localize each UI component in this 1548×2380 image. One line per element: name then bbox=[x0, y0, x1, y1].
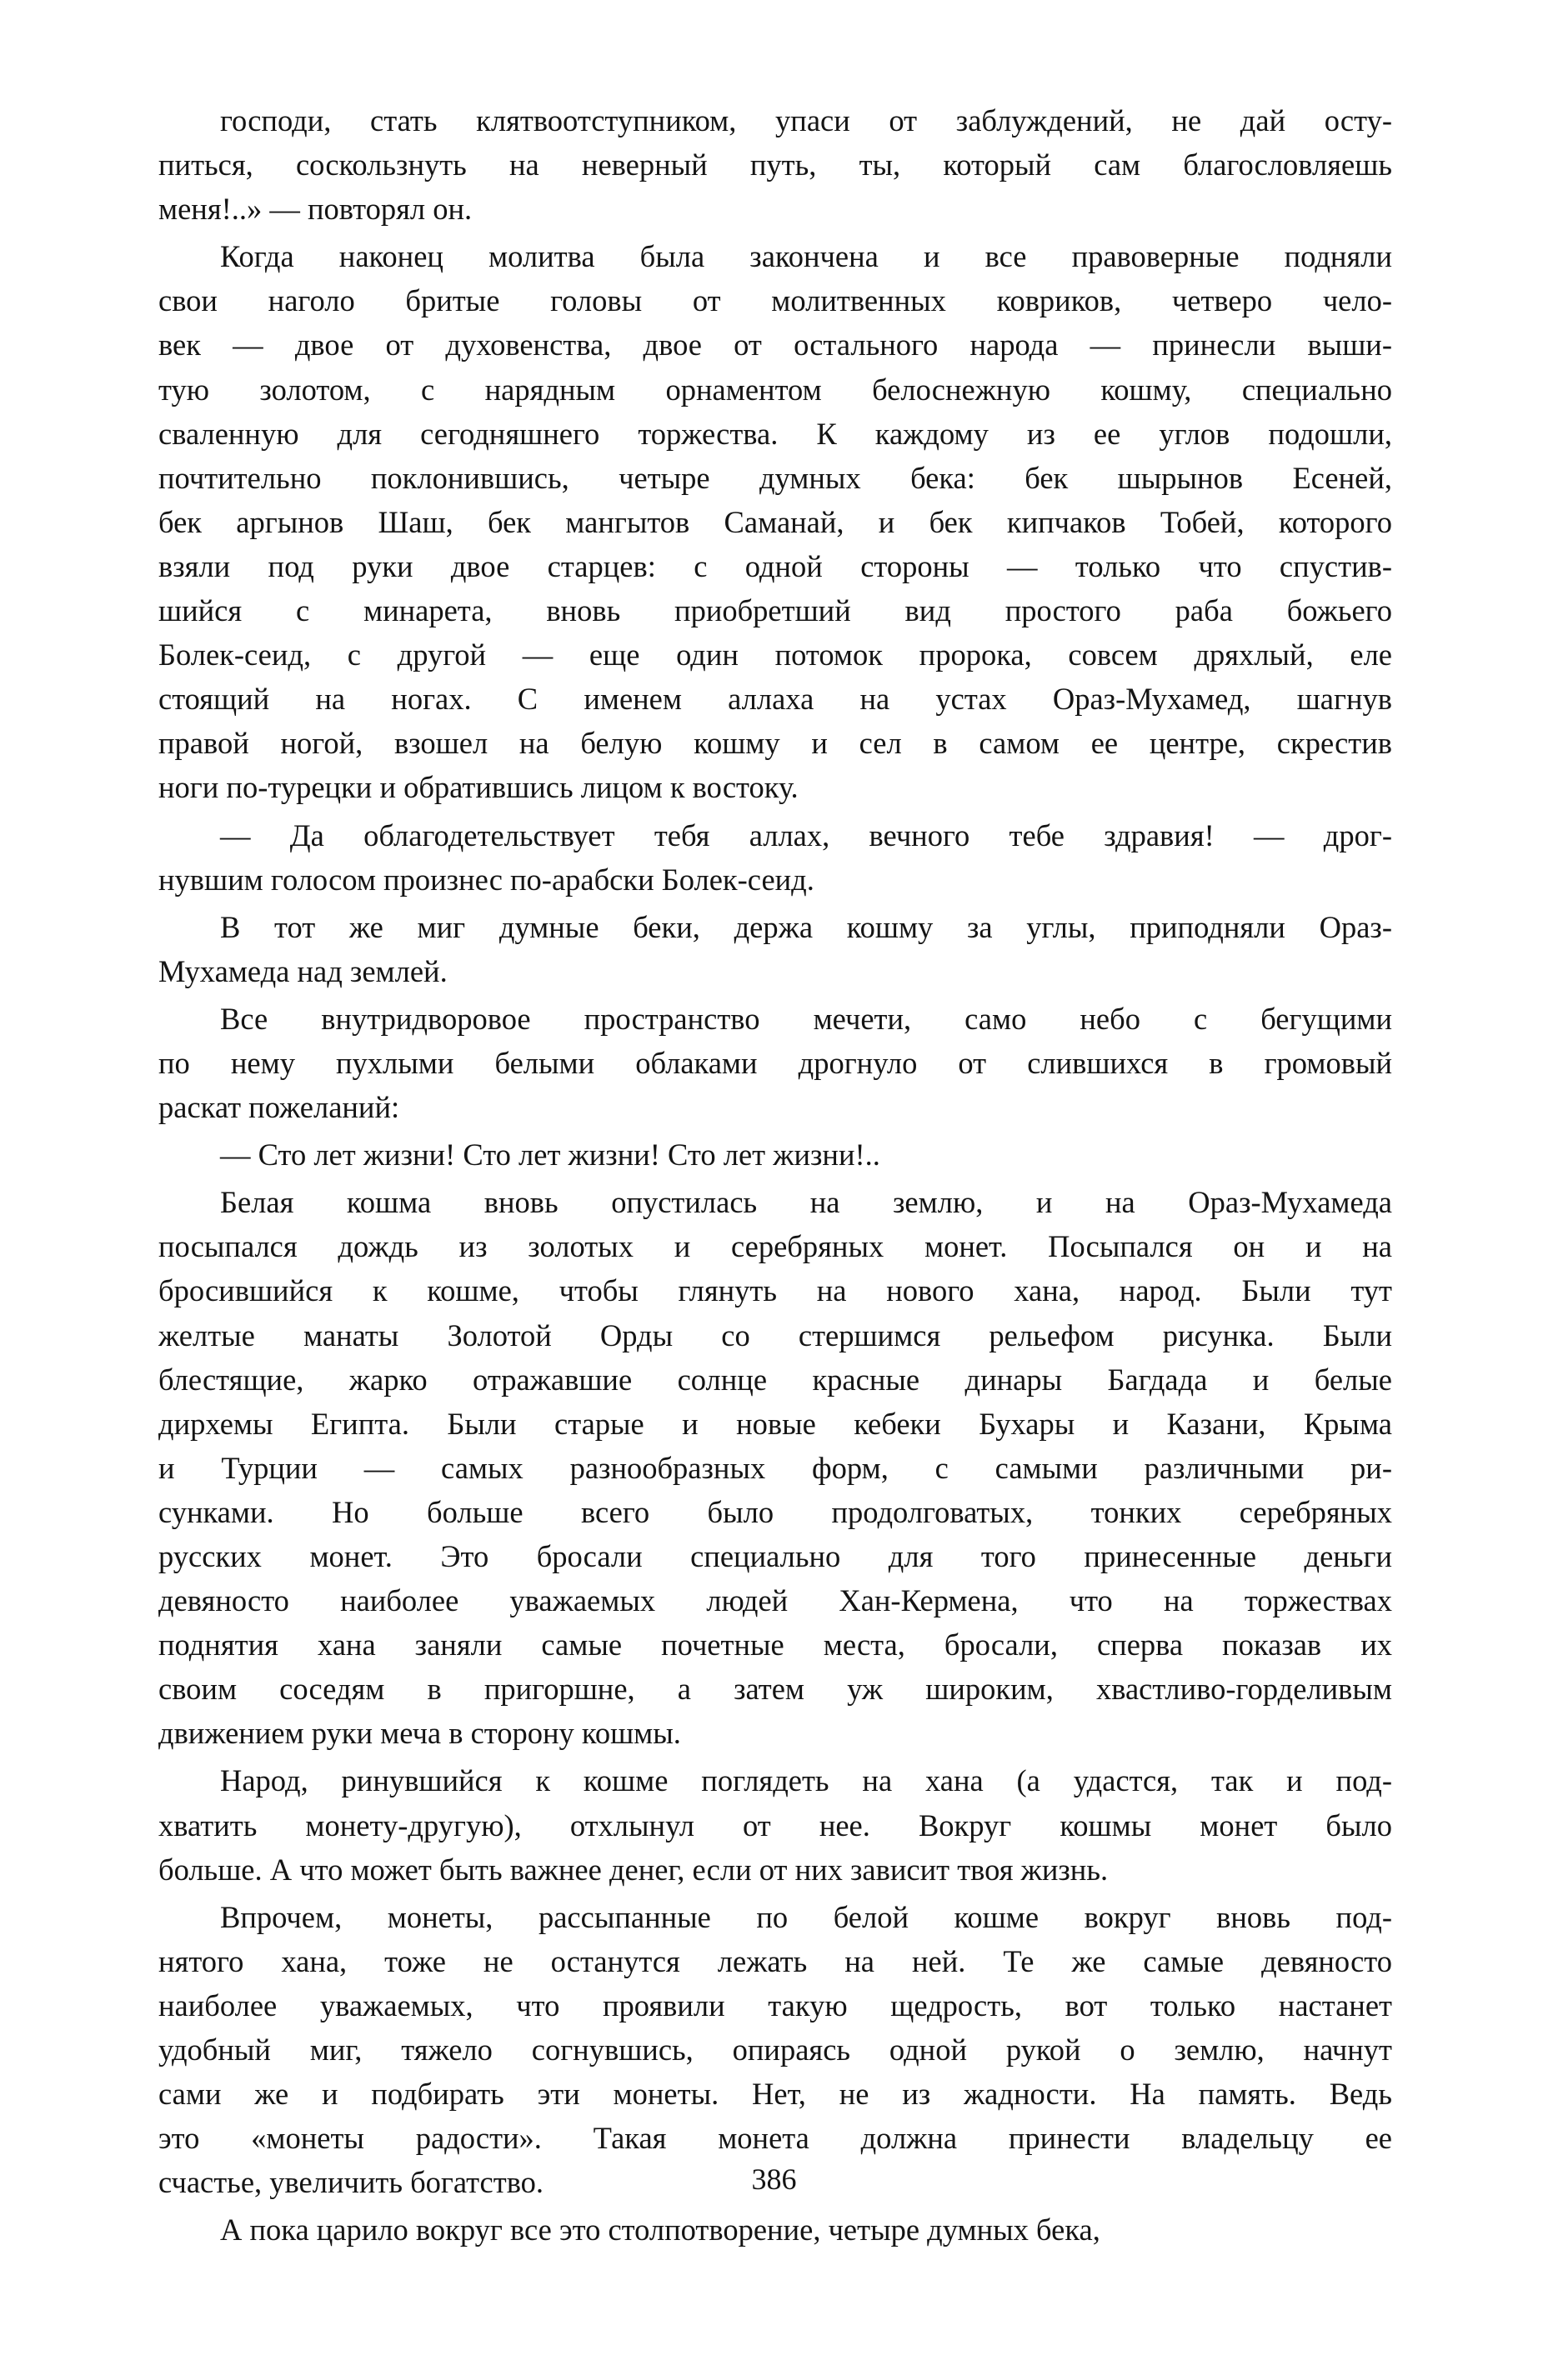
page-number: 386 bbox=[751, 2162, 797, 2196]
text-line: хватить монету-другую), отхлынул от нее. Вокруг кошмы монет было bbox=[158, 1808, 1392, 1842]
text-line: нятого хана, тоже не останутся лежать на ней. Те же самые девяносто bbox=[158, 1943, 1392, 1978]
text-line: посыпался дождь из золотых и серебряных монет. Посыпался он и на bbox=[158, 1229, 1392, 1264]
text-line: нувшим голосом произнес по-арабски Болек-сеид. bbox=[158, 862, 814, 897]
text-line: это «монеты радости». Такая монета должна принести владельцу ее bbox=[158, 2121, 1392, 2156]
text-line: бросившийся к кошме, чтобы глянуть на нового хана, народ. Были тут bbox=[158, 1273, 1392, 1308]
text-line: Белая кошма вновь опустилась на землю, и на Ораз-Мухамеда bbox=[220, 1185, 1392, 1220]
text-line: сваленную для сегодняшнего торжества. К каждому из ее углов подошли, bbox=[158, 416, 1392, 451]
text-line: питься, соскользнуть на неверный путь, ты, который сам благословляешь bbox=[158, 148, 1392, 182]
text-line: Мухамеда над землей. bbox=[158, 953, 448, 988]
text-line: сами же и подбирать эти монеты. Нет, не из жадности. На память. Ведь bbox=[158, 2077, 1392, 2112]
text-line: — Сто лет жизни! Сто лет жизни! Сто лет жизни!.. bbox=[220, 1138, 880, 1172]
text-line: русских монет. Это бросали специально для того принесенные деньги bbox=[158, 1539, 1392, 1573]
text-line: тую золотом, с нарядным орнаментом белоснежную кошму, специально bbox=[158, 372, 1392, 407]
text-line: Народ, ринувшийся к кошме поглядеть на хана (а удастся, так и под- bbox=[220, 1763, 1392, 1798]
text-line: стоящий на ногах. С именем аллаха на устах Ораз-Мухамед, шагнув bbox=[158, 682, 1392, 717]
text-line: А пока царило вокруг все это столпотворение, четыре думных бека, bbox=[220, 2212, 1100, 2248]
text-line: господи, стать клятвоотступником, упаси от заблуждений, не дай осту- bbox=[220, 103, 1392, 138]
text-line: В тот же миг думные беки, держа кошму за углы, приподняли Ораз- bbox=[220, 909, 1392, 944]
text-line: ноги по-турецки и обратившись лицом к востоку. bbox=[158, 770, 799, 805]
text-line: поднятия хана заняли самые почетные места, бросали, сперва показав их bbox=[158, 1628, 1392, 1662]
paragraph bbox=[158, 1758, 1392, 1891]
paragraph bbox=[158, 234, 1392, 809]
text-line: правой ногой, взошел на белую кошму и сел в самом ее центре, скрестив bbox=[158, 726, 1392, 761]
text-line: Болек-сеид, с другой — еще один потомок пророка, совсем дряхлый, еле bbox=[158, 638, 1392, 672]
paragraph bbox=[158, 1132, 1392, 1177]
paragraph bbox=[158, 905, 1392, 993]
text-line: шийся с минарета, вновь приобретший вид простого раба божьего bbox=[158, 593, 1392, 628]
text-line: раскат пожеланий: bbox=[158, 1090, 400, 1125]
text-line: век — двое от духовенства, двое от остального народа — принесли выши- bbox=[158, 328, 1392, 362]
paragraph bbox=[158, 813, 1392, 902]
text-line: блестящие, жарко отражавшие солнце красные динары Багдада и белые bbox=[158, 1362, 1392, 1397]
text-line: своим соседям в пригоршне, а затем уж широким, хвастливо-горделивым bbox=[158, 1672, 1392, 1707]
paragraph bbox=[158, 2208, 1392, 2252]
book-page bbox=[158, 98, 1392, 2315]
text-line: и Турции — самых разнообразных форм, с самыми различными ри- bbox=[158, 1450, 1392, 1485]
text-line: взяли под руки двое старцев: с одной стороны — только что спустив- bbox=[158, 548, 1392, 583]
text-line: Впрочем, монеты, рассыпанные по белой кошме вокруг вновь под- bbox=[220, 1899, 1392, 1934]
paragraph bbox=[158, 997, 1392, 1129]
text-line: наиболее уважаемых, что проявили такую щедрость, вот только настанет bbox=[158, 1988, 1392, 2022]
text-line: счастье, увеличить богатство. bbox=[158, 2165, 544, 2200]
text-line: бек аргынов Шаш, бек мангытов Саманай, и бек кипчаков Тобей, которого bbox=[158, 504, 1392, 539]
text-line: свои наголо бритые головы от молитвенных ковриков, четверо чело- bbox=[158, 283, 1392, 318]
paragraph bbox=[158, 1895, 1392, 2205]
text-line: меня!..» — повторял он. bbox=[158, 192, 473, 227]
text-line: девяносто наиболее уважаемых людей Хан-Кермена, что на торжествах bbox=[158, 1583, 1392, 1618]
text-line: желтые манаты Золотой Орды со стершимся рельефом рисунка. Были bbox=[158, 1318, 1392, 1352]
text-line: движением руки меча в сторону кошмы. bbox=[158, 1716, 681, 1751]
text-line: Все внутридворовое пространство мечети, само небо с бегущими bbox=[220, 1001, 1392, 1036]
text-line: Когда наконец молитва была закончена и все правоверные подняли bbox=[220, 239, 1392, 274]
text-line: удобный миг, тяжело согнувшись, опираясь одной рукой о землю, начнут bbox=[158, 2032, 1392, 2068]
text-line: почтительно поклонившись, четыре думных бека: бек шырынов Есеней, bbox=[158, 460, 1392, 495]
paragraph bbox=[158, 98, 1392, 231]
text-line: — Да облагодетельствует тебя аллах, вечного тебе здравия! — дрог- bbox=[220, 818, 1392, 852]
text-line: по нему пухлыми белыми облаками дрогнуло от слившихся в громовый bbox=[158, 1045, 1392, 1080]
text-line: сунками. Но больше всего было продолговатых, тонких серебряных bbox=[158, 1494, 1392, 1529]
text-line: больше. А что может быть важнее денег, если от них зависит твоя жизнь. bbox=[158, 1852, 1109, 1887]
text-line: дирхемы Египта. Были старые и новые кебеки Бухары и Казани, Крыма bbox=[158, 1406, 1392, 1441]
paragraph bbox=[158, 1180, 1392, 1755]
